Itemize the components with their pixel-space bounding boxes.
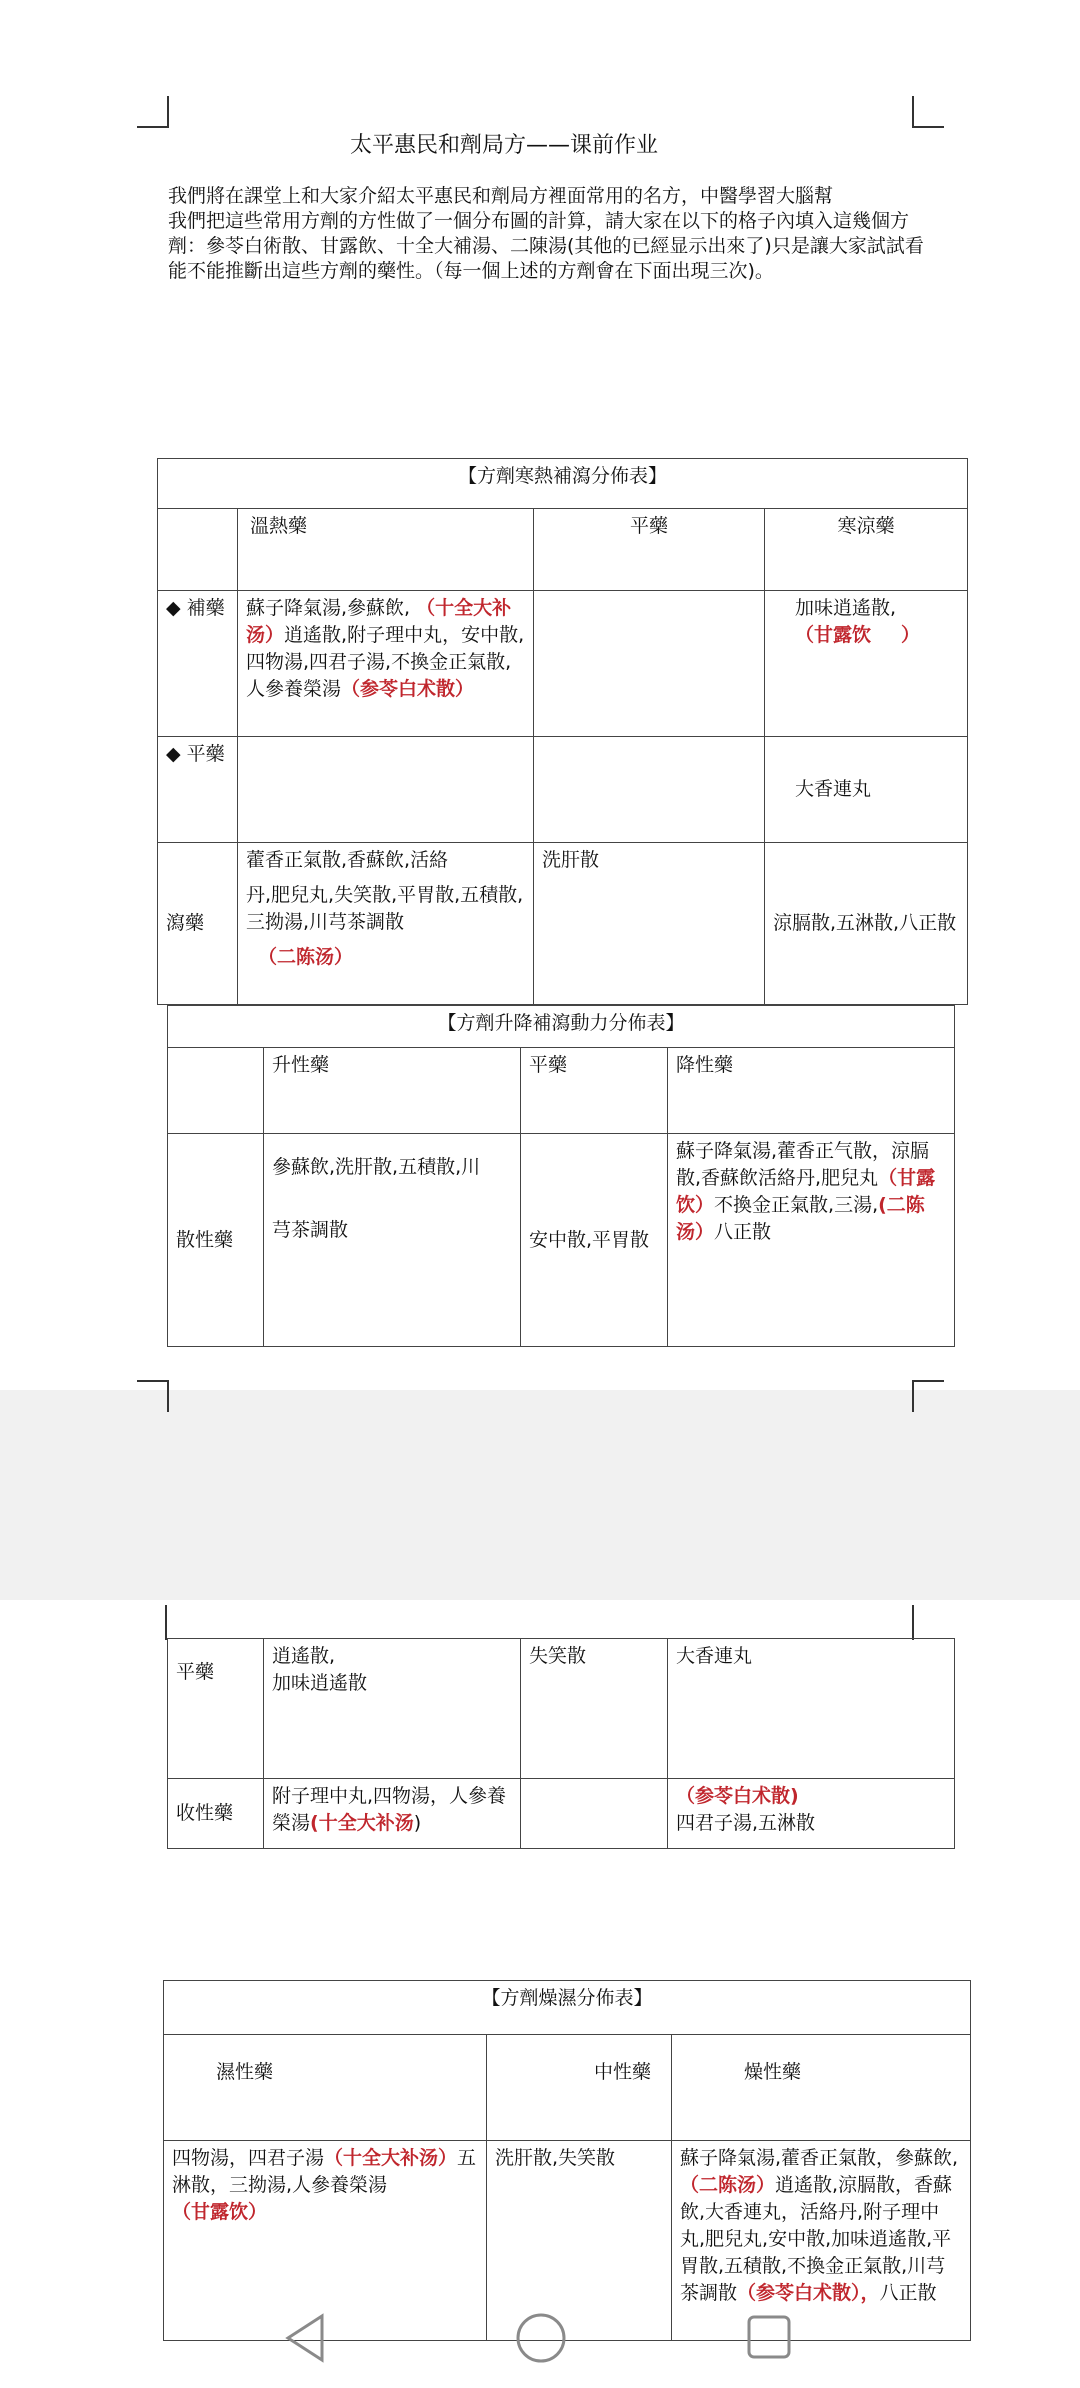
cell-shou-down: （参苓白术散) 四君子湯,五淋散 [668,1779,955,1849]
row-label-shou: 收性藥 [168,1779,264,1849]
answer-shiquan: 十全大补汤 [246,597,512,646]
cell-bu-cold: 加味逍遙散, （甘露饮 ） [765,591,968,737]
cell-mid: 洗肝散,失笑散 [487,2141,672,2341]
intro-text [168,184,928,284]
row-label-ping: 平藥 [168,1639,264,1779]
cell-ping-down: 大香連丸 [668,1639,955,1779]
table-cell [158,509,238,591]
row-label-xie: 瀉藥 [158,843,238,1005]
cell-shou-up: 附子理中丸,四物湯，人參養榮湯(十全大补汤) [264,1779,521,1849]
table-caption: 【方劑燥濕分佈表】 [164,1981,971,2035]
table-cell [521,1779,668,1849]
cell-san-down: 蘇子降氣湯,藿香正气散，涼膈散,香蘇飲活絡丹,肥兒丸（甘露饮）不換金正氣散,三湯,(二陈汤）八正散 [668,1134,955,1347]
cell-ping-cold: 大香連丸 [765,737,968,843]
cell-dry: 蘇子降氣湯,藿香正氣散，參蘇飲,（二陈汤）逍遙散,涼膈散，香蘇飲,大香連丸，活絡丹,附子理中丸,肥兒丸,安中散,加味逍遙散,平胃散,五積散,不換金正氣散,川芎茶調散（参苓白术散），八正散 [672,2141,971,2341]
dry-wet-table [163,1980,971,2341]
cell-bu-warm: 蘇子降氣湯,參蘇飲, （十全大补汤）逍遙散,附子理中丸，安中散,四物湯,四君子湯,不換金正氣散,人參養榮湯（参苓白术散） [238,591,534,737]
recent-apps-icon[interactable] [744,2312,794,2362]
answer-shiquan: （十全大补汤） [324,2147,458,2169]
cell-xie-cold: 涼膈散,五淋散,八正散 [765,843,968,1005]
table-cell [168,1048,264,1134]
page-corner-mark [137,1380,169,1412]
header-down: 降性藥 [668,1048,955,1134]
answer-shiquan: (十全大补汤 [310,1812,414,1834]
answer-erchen: （二陈汤） [680,2174,776,2196]
document-page-2 [0,1600,1080,2388]
cell-xie-warm: 藿香正氣散,香蘇飲,活絡 丹,肥兒丸,失笑散,平胃散,五積散,三拗湯,川芎茶調散 （二陈汤） [238,843,534,1005]
answer-ganlu: 甘露饮 [814,624,872,646]
header-dry: 燥性藥 [672,2035,971,2141]
page-corner-mark [912,1605,914,1640]
back-icon[interactable] [280,2310,330,2366]
table-caption: 【方劑寒熱補瀉分佈表】 [158,459,968,509]
intro-line-2: 我們把這些常用方劑的方性做了一個分布圖的計算，請大家在以下的格子內填入這幾個方劑：參苓白術散、甘露飲、十全大補湯、二陳湯(其他的已經显示出來了)只是讓大家試試看能不能推斷出這些方劑的藥性。（每一個上述的方劑會在下面出現三次)。 [168,210,924,282]
answer-erchen: 二陈汤 [277,946,335,968]
header-wet: 濕性藥 [164,2035,487,2141]
header-mid: 中性藥 [487,2035,672,2141]
lift-lower-table-continued [167,1638,955,1849]
answer-erchen: (二陈汤 [676,1194,925,1243]
answer-shenling: （参苓白术散) [676,1785,799,1807]
header-neutral: 平藥 [521,1048,668,1134]
lift-lower-table [167,1005,955,1347]
page-corner-mark [912,1380,944,1412]
header-up: 升性藥 [264,1048,521,1134]
intro-line-1: 我們將在課堂上和大家介紹太平惠民和劑局方裡面常用的名方，中醫學習大腦幫 [168,185,834,207]
answer-shenling: （参苓白术散）， [737,2282,880,2304]
cell-ping-up: 逍遙散, 加味逍遙散 [264,1639,521,1779]
page-corner-mark [165,1605,167,1640]
bullet-icon: ◆ [166,743,187,765]
table-cell [534,737,765,843]
answer-ganlu: 甘露饮 [676,1167,936,1216]
page-corner-mark [137,96,169,128]
header-warm: 溫熱藥 [238,509,534,591]
header-neutral: 平藥 [534,509,765,591]
table-cell [238,737,534,843]
table-caption: 【方劑升降補瀉動力分佈表】 [168,1006,955,1048]
page-corner-mark [912,96,944,128]
header-cold: 寒涼藥 [765,509,968,591]
row-label-ping: ◆ 平藥 [158,737,238,843]
cell-san-up: 參蘇飲,洗肝散,五積散,川 芎茶調散 [264,1134,521,1347]
cell-wet: 四物湯，四君子湯（十全大补汤）五淋散，三拗湯,人參養榮湯（甘露饮） [164,2141,487,2341]
answer-ganlu: （甘露饮） [172,2201,268,2223]
cold-heat-table [157,458,968,1005]
answer-shenling: 参苓白术散 [360,678,456,700]
cell-ping-neutral: 失笑散 [521,1639,668,1779]
row-label-bu: ◆ 補藥 [158,591,238,737]
home-icon[interactable] [513,2310,569,2366]
document-title: 太平惠民和劑局方——课前作业 [350,133,659,158]
row-label-san: 散性藥 [168,1134,264,1347]
cell-san-neutral: 安中散,平胃散 [521,1134,668,1347]
cell-xie-neutral: 洗肝散 [534,843,765,1005]
table-cell [534,591,765,737]
bullet-icon: ◆ [166,597,187,619]
